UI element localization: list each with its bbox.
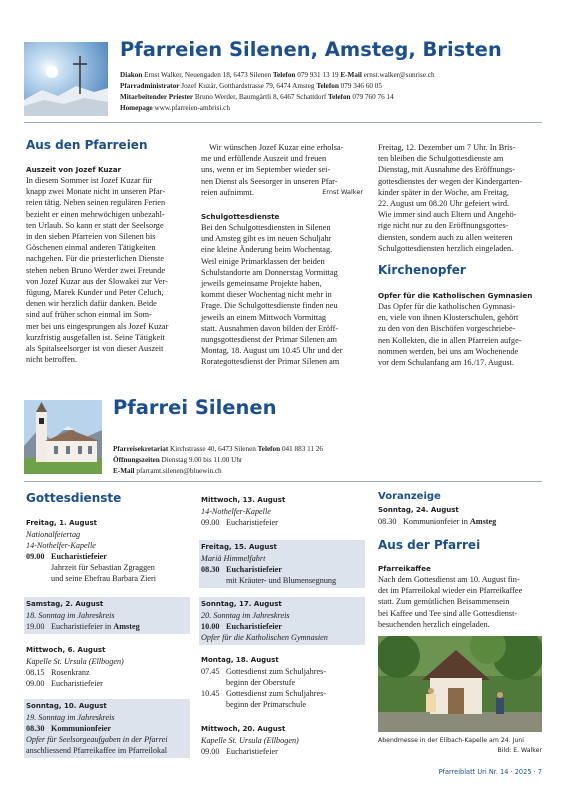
service-entry: Mittwoch, 6. August Kapelle St. Ursula (Ellbogen) 08.15 Rosenkranz 09.00 Eucharistiefeier bbox=[26, 646, 124, 688]
subheading-auszeit: Auszeit von Jozef Kuzar bbox=[26, 165, 122, 174]
contact-line-oeffnungszeiten: Öffnungszeiten Dienstag 9.00 bis 11.00 Uhr bbox=[113, 456, 243, 464]
contact-line-homepage: Homepage www.pfarreien-ambrisi.ch bbox=[120, 104, 230, 112]
schulgottesdienste-text: Bei den Schulgottesdiensten in Silenen und Amsteg gibt es im neuen Schuljahr eine kleine Änderung beim Wochentag. Weil einige Primarklassen der beiden Schulstandorte am Donnerstag Vormittag jeweils gemeinsame Projekte haben, kommt dieser Wochentag nicht mehr in Frage. Die Schulgottesdienste finden neu jeweils an einem Mittwoch Vormittag statt. Ausnahmen davon bilden der Eröff- nungsgottesdienst der Primar Silenen am Montag, 18. August um 10.45 Uhr und der Rorategottesdienst der Primar Silenen am bbox=[201, 223, 343, 367]
signature: Ernst Walker bbox=[322, 187, 363, 196]
service-entry: Freitag, 1. August Nationalfeiertag 14-Nothelfer-Kapelle 09.00 Eucharistiefeier Jahrzeit für Sebastian Zgraggen und seine Ehefrau Barbara Zieri bbox=[26, 519, 157, 583]
section-title-pfarrei-silenen: Pfarrei Silenen bbox=[113, 396, 277, 419]
subheading-opfer-gymnasien: Opfer für die Katholischen Gymnasien bbox=[378, 291, 533, 300]
photo-caption: Abendmesse in der Elibach-Kapelle am 24. Juni bbox=[378, 737, 525, 744]
service-entry: Mittwoch, 20. August Kapelle St. Ursula (Ellbogen) 09.00 Eucharistiefeier bbox=[201, 725, 299, 756]
auszeit-text: In diesem Sommer ist Jozef Kuzar für knapp zwei Monate nicht in unseren Pfar- reien tätig. Neben seinen regulären Ferien bezieht er einen mehrwöchigen unbezahl- ten Urlaub. So kann er statt der Seelsorge in den sieben Pfarreien von Silenen bis Göschenen einmal anderen Tätigkeiten nachgehen. Für die priesterlichen Dienste stehen neben Bruno Werder zwei Freunde von Jozef Kuzar aus der Slowakei zur Ver- fügung, Marek Kunder und Peter Celuch, denen wir herzlich dafür danken. Beide sind auf früher schon einmal im Som- mer bei uns eingesprungen als Jozef Kuzar kurzfristig ausgefallen ist. Seine Tätigkeit als Spitalseelsorger ist von dieser Auszeit nicht betroffen. bbox=[26, 176, 169, 365]
divider-top bbox=[24, 122, 542, 123]
voranzeige-entry: Sonntag, 24. August 08.30 Kommunionfeier in Amsteg bbox=[378, 506, 497, 526]
auszeit-text-continued: Wir wünschen Jozef Kuzar eine erholsa- me und erfüllende Auszeit und freuen uns, wenn er im September wieder sei- nen Dienst als Seesorger in unseren Pfar- reien aufnimmt. Ernst Walker bbox=[201, 143, 363, 197]
contact-line-priester: Mitarbeitender Priester Bruno Werder, Baumgärtli 8, 6467 Schattdorf Telefon 079 760 76 14 bbox=[120, 93, 394, 101]
schulgottesdienste-text-continued: Freitag, 12. Dezember um 7 Uhr. In Bris- ten bleiben die Schulgottesdienste am Dienstag, mit Ausnahme des Eröffnungs- gottesdienstes der wegen der Kindergarten- kinder später in der Woche, am Freitag, 22. August um 08.20 Uhr gefeiert wird. Wie immer sind auch Eltern und Angehö- rige nicht nur zu den Eröffnungsgottes- diensten, sondern auch zu allen weiteren Schulgottesdiensten herzlich eingeladen. bbox=[378, 143, 523, 253]
pfarreikaffee-text: Nach dem Gottesdienst am 10. August fin- det im Pfarreilokal wieder ein Pfarreikaffee statt. Zum gemütlichen Beisammensein bei Kaffee und Tee sind alle Gottesdienst- besuchenden herzlich eingeladen. bbox=[378, 575, 523, 629]
divider-middle bbox=[24, 481, 542, 482]
page-footer: Pfarreiblatt Uri Nr. 14 · 2025 · 7 bbox=[438, 768, 542, 776]
section-heading-gottesdienste: Gottesdienste bbox=[26, 491, 122, 505]
section-heading-aus-der-pfarrei: Aus der Pfarrei bbox=[378, 538, 481, 552]
section-heading-kirchenopfer: Kirchenopfer bbox=[378, 263, 466, 277]
church-photo bbox=[24, 400, 102, 474]
contact-line-sekretariat: Pfarreisekretariat Kirchstrasse 40, 6473 Silenen Telefon 041 883 11 26 bbox=[113, 445, 324, 453]
service-entry: Sonntag, 10. August 19. Sonntag im Jahreskreis 08.30 Kommunionfeier Opfer für Seelsorgeaufgaben in der Pfarrei anschliessend Pfarreikaffee im Pfarreilokal bbox=[24, 699, 190, 758]
service-entry: Samstag, 2. August 18. Sonntag im Jahreskreis 19.00 Eucharistiefeier in Amsteg bbox=[24, 597, 190, 634]
header-photo-mountain bbox=[24, 42, 108, 116]
contact-line-diakon: Diakon Ernst Walker, Neuengaden 18, 6473 Silenen Telefon 079 931 13 19 E-Mail ernst.walker@sunrise.ch bbox=[120, 71, 435, 79]
service-entry: Freitag, 15. August Mariä Himmelfahrt 08.30 Eucharistiefeier mit Kräuter- und Blumensegnung bbox=[199, 540, 365, 588]
contact-block bbox=[120, 70, 550, 114]
kirchenopfer-text: Das Opfer für die katholischen Gymnasi- en, viele von ihnen Klosterschulen, gehört zu den von den Bischöfen vorgeschriebe- nen Kollekten, die in allen Pfarreien aufge- nommen werden, bei uns am Wochenende vor dem Schulanfang am 16./17. August. bbox=[378, 302, 522, 368]
service-entry: Sonntag, 17. August 20. Sonntag im Jahreskreis 10.00 Eucharistiefeier Opfer für die Katholischen Gymnasien bbox=[199, 597, 365, 645]
subheading-pfarreikaffee: Pfarreikaffee bbox=[378, 564, 431, 573]
service-entry: Montag, 18. August 07.45 Gottesdienst zum Schuljahres- beginn der Oberstufe 10.45 Gottesdienst zum Schuljahres- beginn der Primarschule bbox=[201, 656, 327, 709]
section-heading-voranzeige: Voranzeige bbox=[378, 491, 441, 502]
subheading-schulgottesdienste: Schulgottesdienste bbox=[201, 212, 280, 221]
photo-credit: Bild: E. Walker bbox=[497, 747, 542, 754]
contact-line-pfarradministrator: Pfarradministrator Jozef Kuzár, Gotthardstrasse 79, 6474 Amsteg Telefon 079 346 60 05 bbox=[120, 82, 382, 90]
contact-line-email: E-Mail pfarramt.silenen@bluewin.ch bbox=[113, 467, 222, 475]
page-title: Pfarreien Silenen, Amsteg, Bristen bbox=[120, 38, 502, 61]
chapel-photo bbox=[378, 636, 542, 732]
service-entry: Mittwoch, 13. August 14-Nothelfer-Kapelle 09.00 Eucharistiefeier bbox=[201, 496, 286, 527]
pfarrei-contact-block bbox=[113, 444, 543, 477]
section-heading-aus-den-pfarreien: Aus den Pfarreien bbox=[26, 138, 148, 152]
